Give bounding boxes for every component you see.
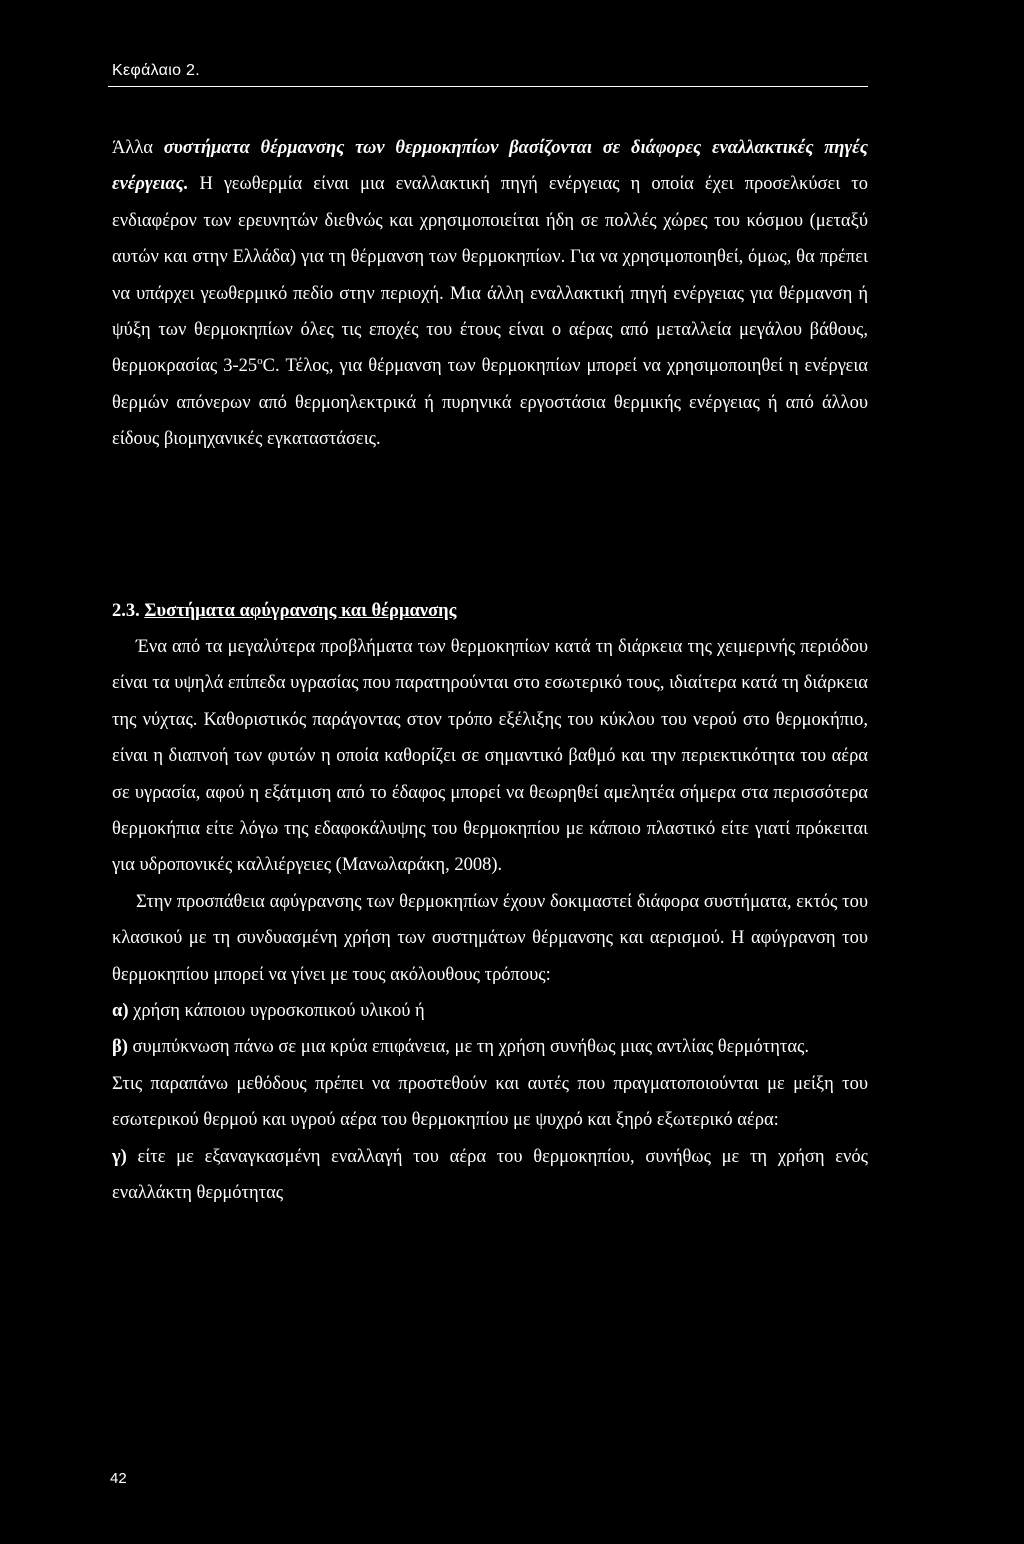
intro-text-end: C. Τέλος, για θέρμανση των θερμοκηπίων μπορεί να χρησιμοποιηθεί η ενέργεια θερμών απόνερων από θερμοηλεκτρικά ή πυρηνικά εργοστάσια θερμικής ενέργειας ή από άλλου είδους βιομηχανικές εγκαταστάσεις. <box>112 356 868 450</box>
item-b-text: συμπύκνωση πάνω σε μια κρύα επιφάνεια, με τη χρήση συνήθως μιας αντλίας θερμότητας. <box>127 1037 809 1058</box>
item-c-marker: γ) <box>112 1146 127 1167</box>
item-a-marker: α) <box>112 1001 129 1022</box>
item-c-text: είτε με εξαναγκασμένη εναλλαγή του αέρα του θερμοκηπίου, συνήθως με τη χρήση ενός εναλλάκτη θερμότητας <box>112 1146 868 1204</box>
list-item-a <box>112 993 868 1029</box>
paragraph-3: Στις παραπάνω μεθόδους πρέπει να προστεθούν και αυτές που πραγματοποιούνται με μείξη του εσωτερικού θερμού και υγρού αέρα του θερμοκηπίου με ψυχρό και ξηρό εξωτερικό αέρα: <box>112 1073 868 1131</box>
intro-paragraph <box>112 130 868 458</box>
intro-lead: Άλλα <box>112 138 164 158</box>
list-item-c <box>112 1139 868 1212</box>
section-heading <box>112 593 868 629</box>
list-item-b <box>112 1029 868 1065</box>
header-rule <box>108 86 868 87</box>
intro-text: Η γεωθερμία είναι μια εναλλακτική πηγή ενέργειας η οποία έχει προσελκύσει το ενδιαφέρον των ερευνητών διεθνώς και χρησιμοποιείται ήδη σε πολλές χώρες του κόσμου (μεταξύ αυτών και στην Ελλάδα) για τη θέρμανση των θερμοκηπίων. Για να χρησιμοποιηθεί, όμως, θα πρέπει να υπάρχει γεωθερμικό πεδίο στην περιοχή. Μια άλλη εναλλακτική πηγή ενέργειας για θέρμανση ή ψύξη των θερμοκηπίων όλες τις εποχές του έτους είναι ο αέρας από μεταλλεία μεγάλου βάθους, θερμοκρασίας 3-25 <box>112 174 868 377</box>
section-block <box>112 593 868 1212</box>
intro-block <box>112 130 868 458</box>
item-a-text: χρήση κάποιου υγροσκοπικού υλικού ή <box>128 1001 425 1022</box>
intro-emphasis: συστήματα θέρμανσης των θερμοκηπίων βασίζονται σε διάφορες εναλλακτικές πηγές ενέργειας. <box>112 138 868 195</box>
page-number: 42 <box>110 1470 127 1487</box>
paragraph-1: Ένα από τα μεγαλύτερα προβλήματα των θερμοκηπίων κατά τη διάρκεια της χειμερινής περιόδου είναι τα υψηλά επίπεδα υγρασίας που παρατηρούνται στο εσωτερικό τους, ιδιαίτερα κατά τη διάρκεια της νύχτας. Καθοριστικός παράγοντας στον τρόπο εξέλιξης του κύκλου του νερού στο θερμοκήπιο, είναι η διαπνοή των φυτών η οποία καθορίζει σε σημαντικό βαθμό και την περιεκτικότητα του αέρα σε υγρασία, αφού η εξάτμιση από το έδαφος μπορεί να θεωρηθεί αμελητέα σήμερα στα περισσότερα θερμοκήπια είτε λόγω της εδαφοκάλυψης του θερμοκηπίου με κάποιο πλαστικό είτε γιατί πρόκειται για υδροπονικές καλλιέργειες (Μανωλαράκη, 2008). <box>112 637 868 876</box>
chapter-header: Κεφάλαιο 2. <box>112 62 200 79</box>
paragraph-2: Στην προσπάθεια αφύγρανσης των θερμοκηπίων έχουν δοκιμαστεί διάφορα συστήματα, εκτός του κλασικού με τη συνδυασμένη χρήση των συστημάτων θέρμανσης και αερισμού. Η αφύγρανση του θερμοκηπίου μπορεί να γίνει με τους ακόλουθους τρόπους: <box>112 891 868 985</box>
item-b-marker: β) <box>112 1037 128 1058</box>
section-title: Συστήματα αφύγρανσης και θέρμανσης <box>144 601 457 621</box>
degree-sign: o <box>257 355 263 368</box>
section-number: 2.3. <box>112 601 140 621</box>
